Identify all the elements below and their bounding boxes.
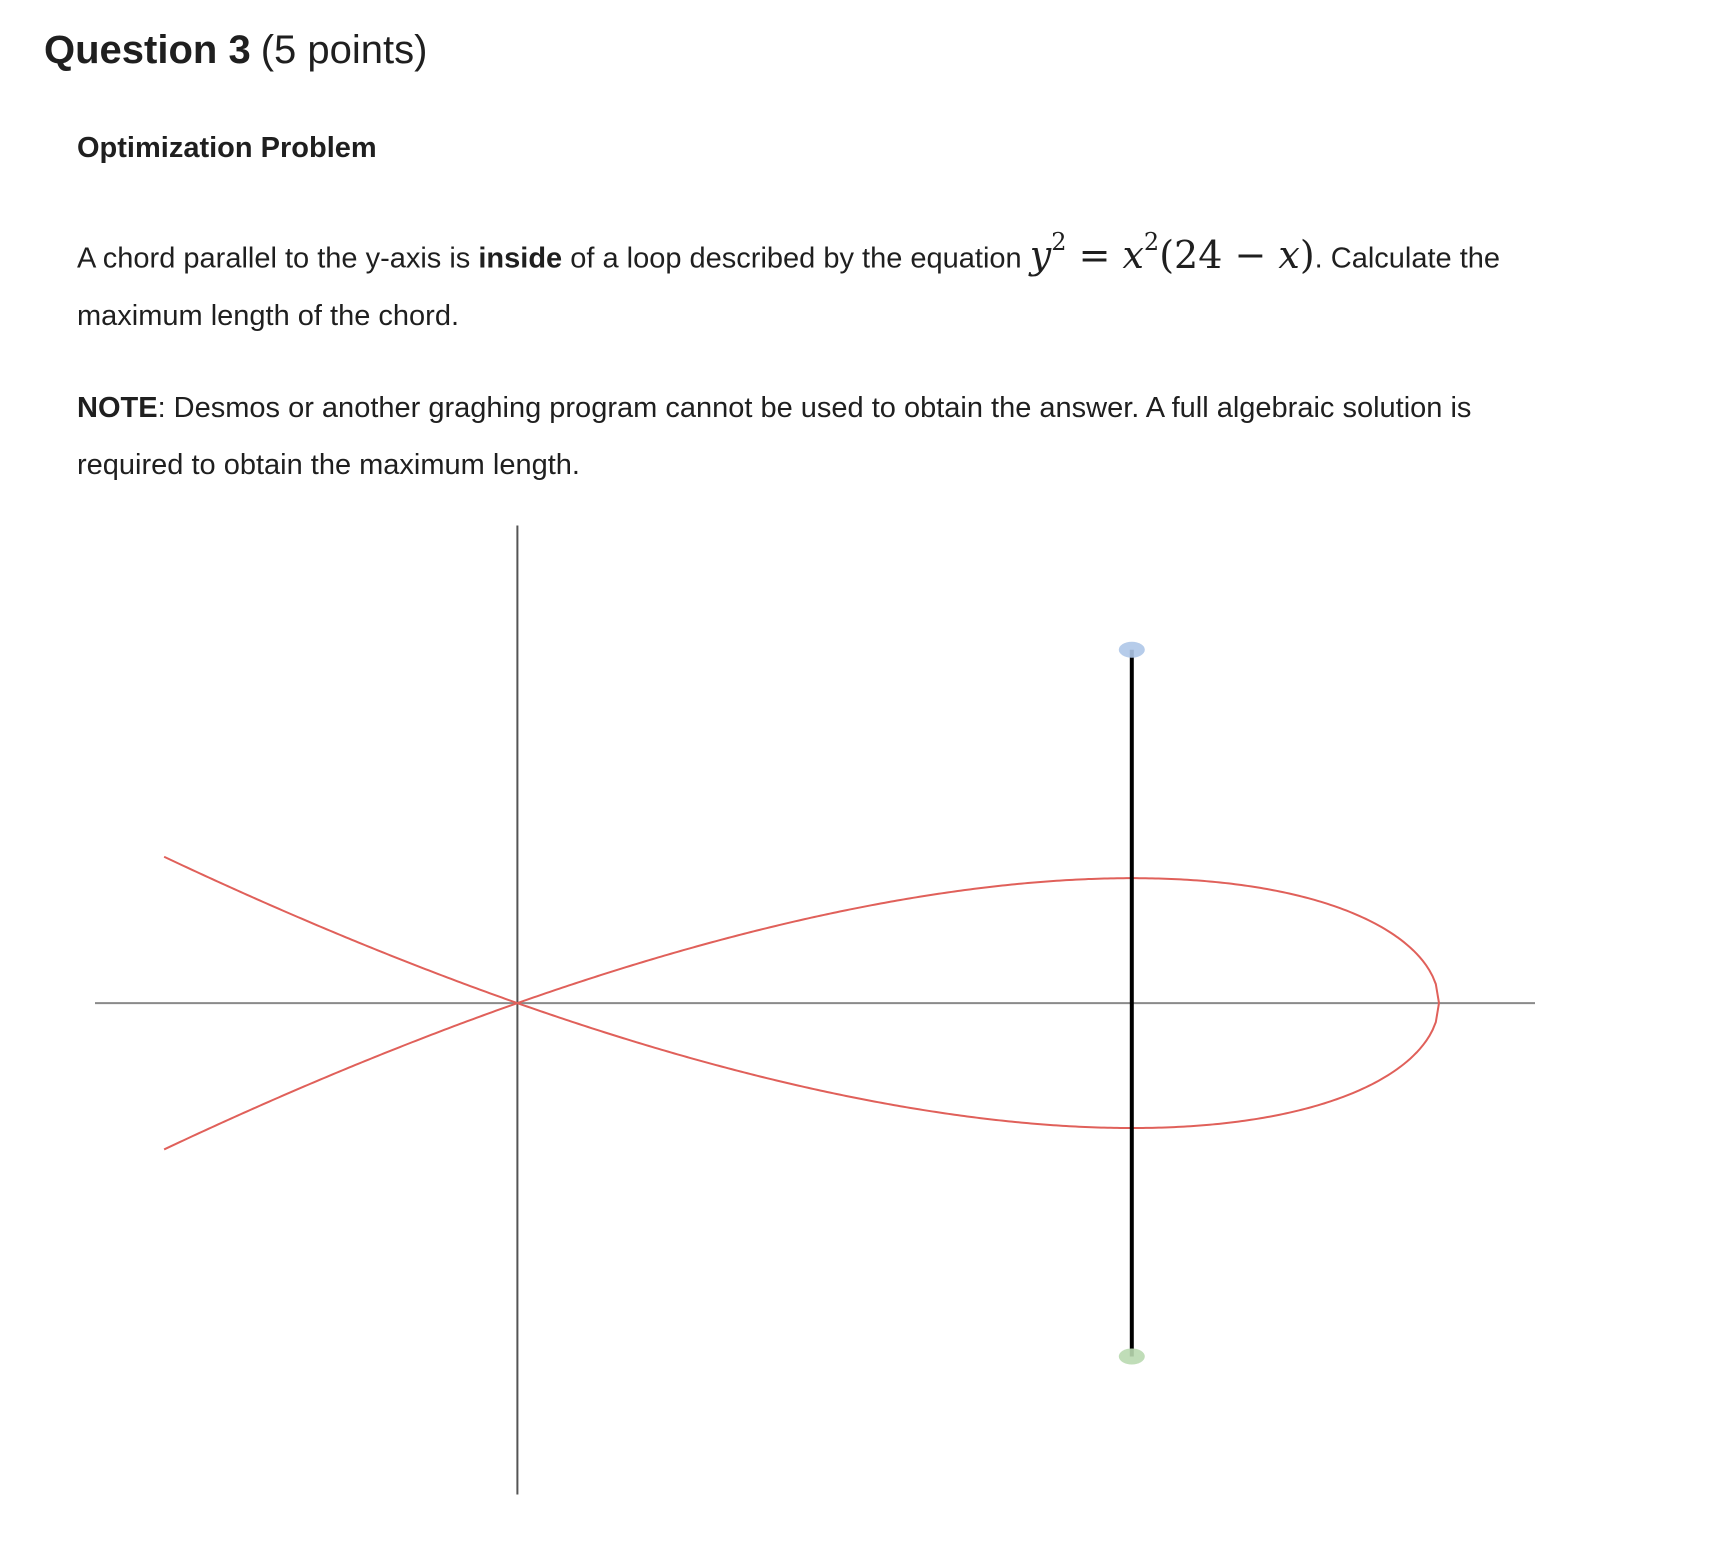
question-points: (5 points) xyxy=(260,28,428,72)
loop-curve-upper xyxy=(164,878,1439,1149)
loop-equation: $y^2 = x^2(24 - x)$ xyxy=(1029,228,1315,277)
loop-graph xyxy=(95,520,1535,1500)
chord-bottom-point xyxy=(1119,1348,1145,1364)
statement-text-2: of a loop described by the equation xyxy=(562,242,1030,275)
statement-text-1: A chord parallel to the y-axis is xyxy=(77,242,479,275)
question-title: Question 3 xyxy=(44,28,251,72)
question-content xyxy=(77,120,1557,494)
statement-text-3: . Calculate the maximum length of the chord. xyxy=(77,242,1501,332)
problem-statement xyxy=(77,218,1557,345)
question-header xyxy=(44,22,427,78)
statement-emphasis: inside xyxy=(478,242,563,275)
problem-heading: Optimization Problem xyxy=(77,132,377,164)
note-text: : Desmos or another graghing program cannot be used to obtain the answer. A full algebraic solution is required to obtain the maximum length. xyxy=(77,391,1472,481)
chord-top-point xyxy=(1119,642,1145,658)
note-label: NOTE xyxy=(77,391,158,424)
problem-note xyxy=(77,380,1557,494)
loop-curve-lower xyxy=(164,857,1439,1128)
